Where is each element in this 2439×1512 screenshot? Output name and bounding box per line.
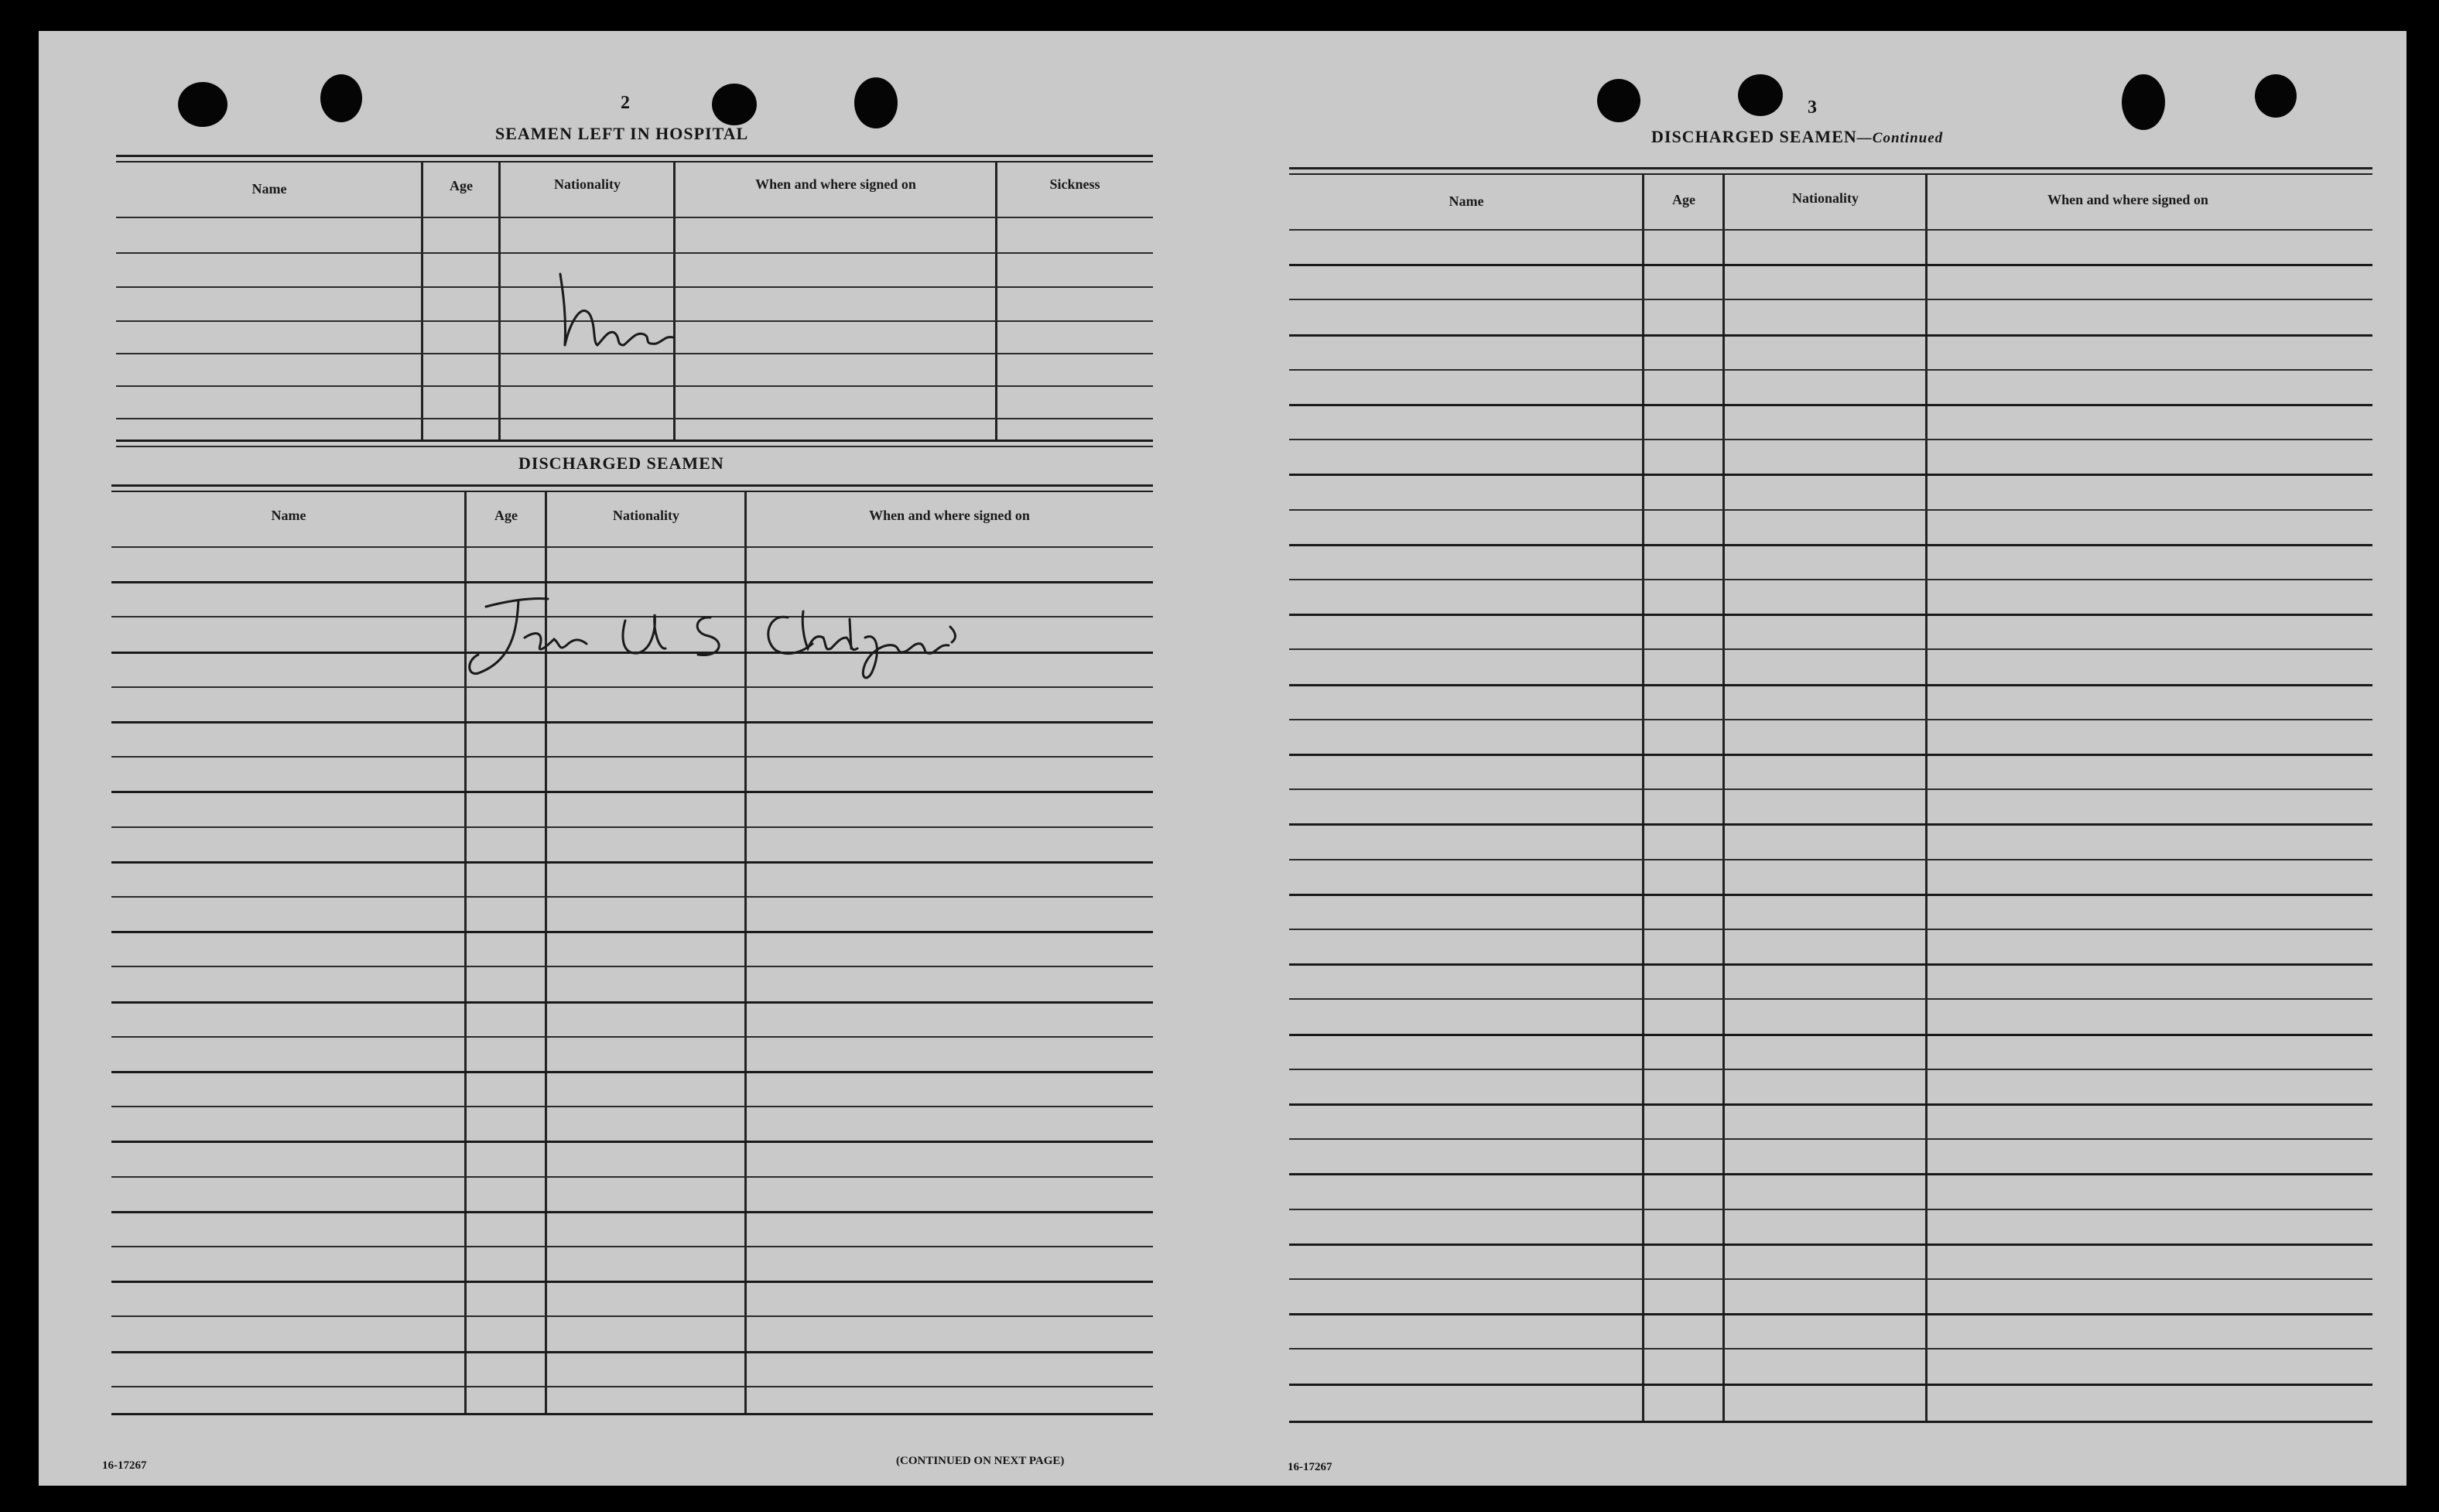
ruled-line	[1289, 369, 2372, 371]
ruled-line	[1289, 229, 2372, 231]
column-header-age: Age	[450, 178, 473, 193]
ruled-line	[111, 1176, 1153, 1178]
ruled-line	[1289, 894, 2372, 896]
handwritten-two-us-citizens	[463, 583, 973, 692]
continued-note: (CONTINUED ON NEXT PAGE)	[896, 1455, 1065, 1467]
punch-hole	[712, 84, 757, 125]
punch-hole	[854, 77, 898, 128]
ruled-line	[1289, 1069, 2372, 1070]
ruled-line	[1289, 509, 2372, 511]
ruled-line	[111, 1211, 1153, 1213]
handwritten-none	[549, 271, 704, 356]
punch-hole	[1597, 79, 1640, 122]
column-header-name: Name	[271, 508, 306, 523]
ruled-line	[1289, 823, 2372, 826]
discharged-section-title: DISCHARGED SEAMEN	[518, 453, 724, 473]
page-number-left: 2	[621, 93, 630, 113]
ruled-line	[111, 1141, 1153, 1143]
column-header-nationality: Nationality	[612, 508, 679, 523]
ruled-line	[1289, 963, 2372, 966]
ruled-line	[1289, 1313, 2372, 1315]
ruled-line	[111, 1351, 1153, 1353]
punch-hole	[178, 82, 227, 127]
document-sheet	[39, 31, 2407, 1486]
punch-hole	[320, 74, 362, 122]
ruled-line	[1289, 1278, 2372, 1280]
ruled-line	[111, 1315, 1153, 1317]
column-header-name: Name	[1449, 193, 1484, 209]
page-number-right: 3	[1808, 97, 1817, 118]
form-number-right: 16-17267	[1288, 1461, 1332, 1473]
punch-hole	[2255, 74, 2297, 118]
ruled-line	[111, 826, 1153, 828]
discharged-continued-title	[1651, 127, 1943, 147]
ruled-line	[1289, 1034, 2372, 1036]
ruled-line	[1289, 859, 2372, 860]
punch-hole	[1738, 74, 1783, 116]
ruled-line	[111, 1036, 1153, 1038]
ruled-line	[111, 756, 1153, 758]
column-header-when-where: When and where signed on	[869, 508, 1030, 523]
ruled-line	[1289, 998, 2372, 1000]
ruled-line	[1289, 404, 2372, 406]
ruled-line	[1289, 439, 2372, 440]
discharged-continued-title-suffix: —Continued	[1856, 130, 1944, 146]
ruled-line	[111, 896, 1153, 898]
ruled-line	[1289, 1103, 2372, 1106]
ruled-line	[1289, 719, 2372, 720]
ruled-line	[111, 546, 1153, 548]
ruled-line	[1289, 1173, 2372, 1175]
column-header-when-where: When and where signed on	[755, 176, 916, 192]
ruled-line	[1289, 788, 2372, 790]
ruled-line	[111, 721, 1153, 724]
ruled-line	[1289, 299, 2372, 300]
ruled-line	[1289, 474, 2372, 476]
discharged-continued-title-main: DISCHARGED SEAMEN	[1651, 127, 1857, 146]
ruled-line	[111, 1386, 1153, 1387]
column-header-age: Age	[1672, 192, 1695, 207]
ruled-line	[1289, 1209, 2372, 1210]
column-header-name: Name	[251, 181, 287, 197]
ruled-line	[111, 791, 1153, 793]
ruled-line	[1289, 1138, 2372, 1140]
ruled-line	[1289, 648, 2372, 650]
ruled-line	[1289, 1421, 2372, 1423]
ruled-line	[111, 1106, 1153, 1107]
ruled-line	[111, 861, 1153, 864]
punch-hole	[2122, 74, 2165, 130]
column-header-when-where: When and where signed on	[2047, 192, 2208, 207]
ruled-line	[1289, 544, 2372, 546]
ruled-line	[1289, 264, 2372, 266]
column-header-nationality: Nationality	[553, 176, 621, 192]
ruled-line	[1289, 579, 2372, 580]
hospital-section-title: SEAMEN LEFT IN HOSPITAL	[495, 124, 749, 143]
ruled-line	[1289, 334, 2372, 337]
ruled-line	[111, 931, 1153, 933]
ruled-line	[1289, 614, 2372, 616]
column-header-age: Age	[494, 508, 518, 523]
ruled-line	[111, 1001, 1153, 1004]
ruled-line	[1289, 1384, 2372, 1386]
ruled-line	[1289, 1243, 2372, 1246]
ruled-line	[1289, 684, 2372, 686]
ruled-line	[111, 966, 1153, 967]
ruled-line	[111, 1246, 1153, 1247]
ruled-line	[1289, 1348, 2372, 1350]
discharged-table-right	[1289, 167, 2372, 1452]
ruled-line	[1289, 754, 2372, 756]
ruled-line	[111, 1281, 1153, 1283]
ruled-line	[111, 1413, 1153, 1415]
column-header-sickness: Sickness	[1049, 176, 1100, 192]
ruled-line	[111, 1071, 1153, 1073]
column-header-nationality: Nationality	[1791, 190, 1859, 206]
ruled-line	[1289, 929, 2372, 930]
form-number-left: 16-17267	[102, 1459, 147, 1472]
